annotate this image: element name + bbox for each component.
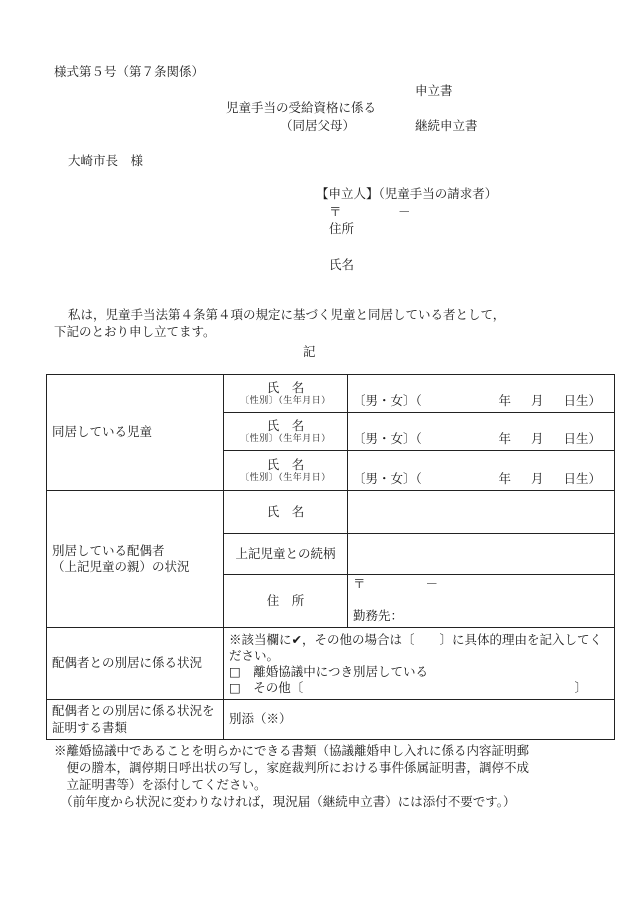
child-3-sex-dob-label: 〔性別〕（生年月日） bbox=[240, 472, 331, 483]
child-1-year: 年 bbox=[498, 392, 511, 408]
title-option-application: 申立書 bbox=[415, 83, 453, 98]
separation-label: 配偶者との別居に係る状況 bbox=[47, 628, 224, 700]
spouse-label-line-2: （上記児童の親）の状況 bbox=[52, 559, 190, 574]
applicant-address-label: 住所 bbox=[329, 221, 355, 236]
page-title: 児童手当の受給資格に係る bbox=[226, 100, 377, 115]
spouse-label-line-1: 別居している配偶者 bbox=[52, 542, 165, 558]
child-3-month: 月 bbox=[530, 470, 544, 486]
workplace-label: 勤務先： bbox=[353, 608, 404, 623]
child-1-month: 月 bbox=[530, 392, 544, 408]
relation-field[interactable] bbox=[348, 534, 615, 575]
note-line-4: （前年度から状況に変わりなければ，現況届（継続申立書）には添付不要です。） bbox=[54, 794, 516, 809]
child-3-dob bbox=[498, 471, 601, 487]
child-1-name-label: 氏 名 bbox=[266, 379, 305, 395]
proof-label: 配偶者との別居に係る状況を証明する書類 bbox=[47, 700, 224, 740]
page-subtitle: （同居父母） bbox=[280, 118, 356, 133]
applicant-postal-mark: 〒 bbox=[329, 204, 342, 219]
child-3-label-cell bbox=[224, 451, 348, 491]
option-other: □ その他〔 bbox=[229, 679, 304, 695]
separation-cell bbox=[224, 628, 615, 700]
applicant-postal-dash: － bbox=[398, 204, 411, 219]
child-2-name-label: 氏 名 bbox=[266, 417, 305, 433]
child-1-day: 日生） bbox=[563, 392, 601, 408]
option-divorce[interactable]: □ 離婚協議中につき別居している bbox=[229, 663, 429, 679]
child-2-day: 日生） bbox=[563, 430, 601, 446]
addressee: 大崎市長 様 bbox=[68, 153, 144, 168]
proof-value: 別添（※） bbox=[224, 700, 615, 740]
notes bbox=[54, 742, 529, 810]
applicant-name-label: 氏名 bbox=[329, 257, 355, 272]
child-1-dob bbox=[498, 393, 601, 409]
ki-marker: 記 bbox=[303, 344, 316, 359]
child-1-sex-dob-label: 〔性別〕（生年月日） bbox=[240, 395, 331, 406]
children-label: 同居している児童 bbox=[47, 375, 224, 491]
spouse-postal-dash: － bbox=[425, 576, 439, 591]
spouse-label-cell bbox=[47, 491, 224, 628]
form-table bbox=[46, 374, 615, 740]
child-2-label-cell bbox=[224, 413, 348, 451]
child-2-value-cell[interactable] bbox=[348, 413, 615, 451]
child-2-dob bbox=[498, 431, 601, 447]
child-1-sex-dob-row bbox=[353, 393, 609, 409]
child-2-month: 月 bbox=[530, 430, 544, 446]
spouse-name-field[interactable] bbox=[348, 491, 615, 534]
child-1-sex-option: 〔男・女〕（ bbox=[353, 392, 422, 408]
statement-line-1: 私は，児童手当法第４条第４項の規定に基づく児童と同居している者として， bbox=[68, 307, 506, 322]
form-number: 様式第５号（第７条関係） bbox=[54, 64, 205, 79]
note-line-3: 立証明書等）を添付してください。 bbox=[54, 777, 267, 792]
option-other-row[interactable] bbox=[229, 680, 609, 696]
child-2-sex-dob-label: 〔性別〕（生年月日） bbox=[240, 433, 331, 444]
child-2-year: 年 bbox=[498, 430, 511, 446]
child-2-sex-dob-row bbox=[353, 431, 609, 447]
relation-label: 上記児童との続柄 bbox=[224, 534, 348, 575]
applicant-heading: 【申立人】（児童手当の請求者） bbox=[316, 186, 498, 201]
spouse-address-label: 住 所 bbox=[224, 575, 348, 628]
child-3-name-label: 氏 名 bbox=[266, 456, 305, 472]
option-other-close: 〕 bbox=[574, 679, 587, 695]
spouse-postal-row bbox=[353, 576, 609, 594]
child-2-sex-option: 〔男・女〕（ bbox=[353, 430, 422, 446]
title-option-continuation: 継続申立書 bbox=[415, 118, 478, 133]
spouse-name-label: 氏 名 bbox=[224, 491, 348, 534]
separation-instruction: ※該当欄に✔，その他の場合は〔 〕に具体的理由を記入してください。 bbox=[229, 631, 602, 663]
child-3-day: 日生） bbox=[563, 470, 601, 486]
child-3-sex-dob-row bbox=[353, 471, 609, 487]
child-1-value-cell[interactable] bbox=[348, 375, 615, 413]
note-line-1: ※離婚協議中であることを明らかにできる書類（協議離婚申し入れに係る内容証明郵 bbox=[54, 743, 530, 758]
child-3-value-cell[interactable] bbox=[348, 451, 615, 491]
child-3-year: 年 bbox=[498, 470, 511, 486]
child-1-label-cell bbox=[224, 375, 348, 413]
child-3-sex-option: 〔男・女〕（ bbox=[353, 470, 422, 486]
spouse-address-field[interactable] bbox=[348, 575, 615, 628]
note-line-2: 便の謄本，調停期日呼出状の写し，家庭裁判所における事件係属証明書，調停不成 bbox=[54, 760, 530, 775]
spouse-postal-mark: 〒 bbox=[353, 576, 366, 591]
statement-line-2: 下記のとおり申し立てます。 bbox=[54, 324, 216, 339]
